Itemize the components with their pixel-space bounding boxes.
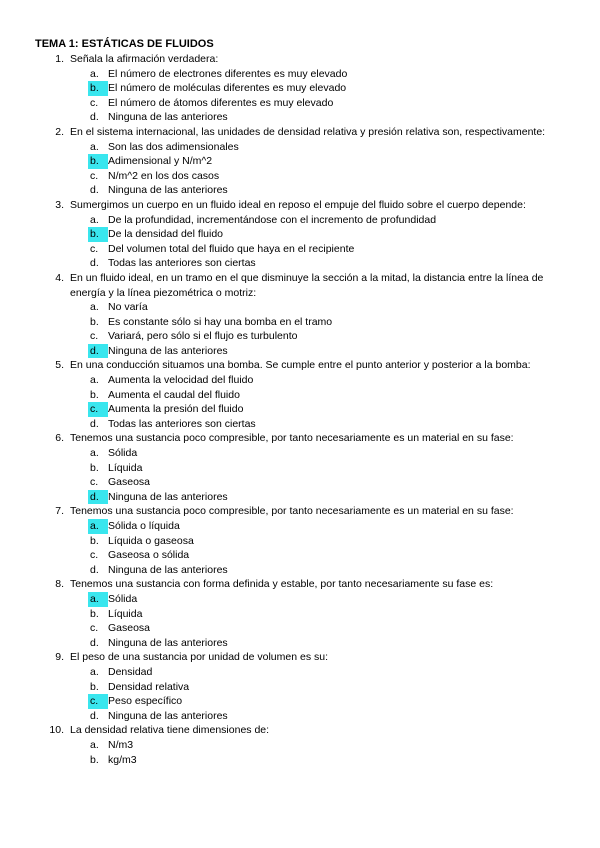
option-text: Sólida	[108, 592, 138, 605]
option-text: Todas las anteriores son ciertas	[108, 417, 256, 430]
option-label	[88, 621, 108, 636]
answer-option	[35, 548, 560, 563]
option-label	[88, 81, 108, 96]
question-text: Tenemos una sustancia con forma definida y estable, por tanto necesariamente su fase es:	[70, 578, 494, 591]
option-text: Variará, pero sólo si el flujo es turbulento	[108, 330, 298, 343]
answer-option	[35, 607, 560, 622]
question-text: En una conducción situamos una bomba. Se cumple entre el punto anterior y posterior a la bomba:	[70, 359, 531, 372]
option-label	[88, 548, 108, 563]
question-5	[35, 358, 560, 431]
answer-option	[35, 315, 560, 330]
option-text: De la profundidad, incrementándose con el incremento de profundidad	[108, 213, 437, 226]
option-label	[88, 534, 108, 549]
option-text: Densidad	[108, 665, 153, 678]
option-text: Densidad relativa	[108, 680, 190, 693]
answer-option	[35, 490, 560, 505]
option-letter: a.	[90, 520, 99, 532]
question-text: Tenemos una sustancia poco compresible, por tanto necesariamente es un material en su fase:	[70, 432, 514, 445]
option-text: Sólida	[108, 447, 138, 460]
option-letter: b.	[90, 388, 99, 401]
question-text: El peso de una sustancia por unidad de volumen es su:	[70, 651, 329, 664]
answer-option	[35, 665, 560, 680]
option-text: Ninguna de las anteriores	[108, 709, 228, 722]
option-letter: a.	[90, 665, 99, 678]
option-letter: d.	[90, 257, 99, 270]
question-number: 1.	[55, 53, 64, 65]
question-1	[35, 52, 560, 125]
option-text: Es constante sólo si hay una bomba en el tramo	[108, 315, 333, 328]
answer-option	[35, 140, 560, 155]
question-number: 5.	[55, 359, 64, 372]
option-label	[88, 183, 108, 198]
question-number: 4.	[55, 271, 64, 284]
question-8	[35, 577, 560, 650]
option-text: Sólida o líquida	[108, 520, 180, 532]
option-label	[88, 169, 108, 184]
answer-option	[35, 373, 560, 388]
option-letter: d.	[90, 563, 99, 576]
answer-option	[35, 96, 560, 111]
option-letter: a.	[90, 301, 99, 314]
option-label	[88, 694, 108, 709]
answer-option	[35, 388, 560, 403]
option-label	[88, 563, 108, 578]
answer-option	[35, 592, 560, 607]
option-text: Ninguna de las anteriores	[108, 111, 228, 124]
answer-option	[35, 110, 560, 125]
option-letter: c.	[90, 549, 99, 562]
answer-option	[35, 680, 560, 695]
option-letter: a.	[90, 213, 99, 226]
option-letter: a.	[90, 67, 99, 80]
option-text: Gaseosa o sólida	[108, 549, 190, 562]
question-number: 2.	[55, 125, 64, 138]
option-letter: a.	[90, 374, 99, 387]
option-label	[88, 680, 108, 695]
option-letter: c.	[90, 622, 99, 635]
option-label	[88, 402, 108, 417]
option-label	[88, 96, 108, 111]
question-6	[35, 431, 560, 504]
option-letter: d.	[90, 490, 99, 503]
option-letter: a.	[90, 592, 99, 605]
option-letter: c.	[90, 403, 99, 416]
answer-option	[35, 402, 560, 417]
option-text: De la densidad del fluido	[108, 228, 223, 241]
answer-option	[35, 329, 560, 344]
question-text: Señala la afirmación verdadera:	[70, 53, 219, 65]
option-text: Ninguna de las anteriores	[108, 184, 228, 197]
option-text: Líquida o gaseosa	[108, 534, 194, 547]
answer-option	[35, 300, 560, 315]
option-text: Aumenta la presión del fluido	[108, 403, 244, 416]
answer-option	[35, 256, 560, 271]
option-text: Ninguna de las anteriores	[108, 490, 228, 503]
answer-option	[35, 242, 560, 257]
option-letter: c.	[90, 476, 99, 489]
option-label	[88, 475, 108, 490]
option-text: Son las dos adimensionales	[108, 140, 239, 153]
answer-option	[35, 344, 560, 359]
option-label	[88, 519, 108, 534]
option-text: Adimensional y N/m^2	[108, 155, 213, 168]
option-letter: b.	[90, 228, 99, 241]
option-letter: d.	[90, 709, 99, 722]
option-label	[88, 242, 108, 257]
option-label	[88, 446, 108, 461]
option-text: Líquida	[108, 461, 143, 474]
option-text: Ninguna de las anteriores	[108, 344, 228, 357]
option-label	[88, 67, 108, 82]
answer-option	[35, 694, 560, 709]
option-letter: b.	[90, 82, 99, 95]
option-label	[88, 154, 108, 169]
answer-option	[35, 446, 560, 461]
question-number: 9.	[55, 651, 64, 664]
question-number: 10.	[49, 724, 64, 737]
option-letter: c.	[90, 695, 99, 708]
option-letter: d.	[90, 344, 99, 357]
option-text: Ninguna de las anteriores	[108, 563, 228, 576]
option-letter: b.	[90, 315, 99, 328]
option-text: kg/m3	[108, 753, 137, 766]
option-letter: b.	[90, 680, 99, 693]
question-number: 6.	[55, 432, 64, 445]
option-label	[88, 665, 108, 680]
option-letter: c.	[90, 242, 99, 255]
answer-option	[35, 753, 560, 768]
option-label	[88, 329, 108, 344]
option-label	[88, 709, 108, 724]
option-text: Del volumen total del fluido que haya en el recipiente	[108, 242, 355, 255]
question-7	[35, 504, 560, 577]
option-label	[88, 490, 108, 505]
answer-option	[35, 475, 560, 490]
option-label	[88, 607, 108, 622]
option-label	[88, 417, 108, 432]
option-label	[88, 592, 108, 607]
option-label	[88, 738, 108, 753]
option-letter: c.	[90, 96, 99, 109]
answer-option	[35, 738, 560, 753]
answer-option	[35, 183, 560, 198]
option-letter: b.	[90, 753, 99, 766]
question-10	[35, 723, 560, 767]
option-label	[88, 227, 108, 242]
option-label	[88, 753, 108, 768]
page-title: TEMA 1: ESTÁTICAS DE FLUIDOS	[35, 38, 214, 50]
question-text: La densidad relativa tiene dimensiones de:	[70, 724, 270, 737]
option-text: El número de moléculas diferentes es muy elevado	[108, 82, 347, 95]
answer-option	[35, 169, 560, 184]
answer-option	[35, 519, 560, 534]
option-letter: b.	[90, 461, 99, 474]
option-label	[88, 110, 108, 125]
option-label	[88, 388, 108, 403]
option-label	[88, 140, 108, 155]
answer-option	[35, 417, 560, 432]
option-text: Aumenta el caudal del fluido	[108, 388, 240, 401]
option-text: N/m^2 en los dos casos	[108, 169, 220, 182]
option-text: Aumenta la velocidad del fluido	[108, 374, 254, 387]
option-text: N/m3	[108, 738, 134, 751]
option-label	[88, 373, 108, 388]
option-letter: b.	[90, 534, 99, 547]
question-text: Tenemos una sustancia poco compresible, por tanto necesariamente es un material en su fase:	[70, 505, 514, 518]
question-text: Sumergimos un cuerpo en un fluido ideal en reposo el empuje del fluido sobre el cuerpo depende:	[70, 198, 526, 211]
option-letter: c.	[90, 169, 99, 182]
option-letter: a.	[90, 140, 99, 153]
option-label	[88, 256, 108, 271]
option-text: Gaseosa	[108, 622, 151, 635]
answer-option	[35, 621, 560, 636]
option-letter: b.	[90, 155, 99, 168]
answer-option	[35, 67, 560, 82]
option-label	[88, 213, 108, 228]
option-letter: d.	[90, 184, 99, 197]
option-letter: a.	[90, 738, 99, 751]
question-number: 3.	[55, 198, 64, 211]
answer-option	[35, 227, 560, 242]
option-label	[88, 636, 108, 651]
option-letter: a.	[90, 447, 99, 460]
question-number: 8.	[55, 578, 64, 591]
option-label	[88, 315, 108, 330]
answer-option	[35, 636, 560, 651]
option-letter: b.	[90, 607, 99, 620]
answer-option	[35, 563, 560, 578]
answer-option	[35, 154, 560, 169]
question-list	[35, 52, 560, 767]
option-text: Líquida	[108, 607, 143, 620]
answer-option	[35, 213, 560, 228]
option-text: Todas las anteriores son ciertas	[108, 257, 256, 270]
option-text: No varía	[108, 301, 148, 314]
option-label	[88, 461, 108, 476]
question-9	[35, 650, 560, 723]
answer-option	[35, 461, 560, 476]
option-text: El número de átomos diferentes es muy elevado	[108, 96, 334, 109]
question-4	[35, 271, 560, 359]
option-text: Ninguna de las anteriores	[108, 636, 228, 649]
option-text: Peso específico	[108, 695, 183, 708]
option-letter: d.	[90, 636, 99, 649]
question-2	[35, 125, 560, 198]
option-label	[88, 300, 108, 315]
answer-option	[35, 709, 560, 724]
option-letter: d.	[90, 417, 99, 430]
option-text: El número de electrones diferentes es muy elevado	[108, 67, 348, 80]
question-text: En el sistema internacional, las unidades de densidad relativa y presión relativa son, respectivamente:	[70, 125, 546, 138]
answer-option	[35, 534, 560, 549]
question-3	[35, 198, 560, 271]
option-letter: d.	[90, 111, 99, 124]
option-label	[88, 344, 108, 359]
question-number: 7.	[55, 505, 64, 518]
question-text: En un fluido ideal, en un tramo en el que disminuye la sección a la mitad, la distancia entre la línea de energía y la línea piezométrica o motriz:	[70, 271, 544, 299]
option-letter: c.	[90, 330, 99, 343]
answer-option	[35, 81, 560, 96]
option-text: Gaseosa	[108, 476, 151, 489]
